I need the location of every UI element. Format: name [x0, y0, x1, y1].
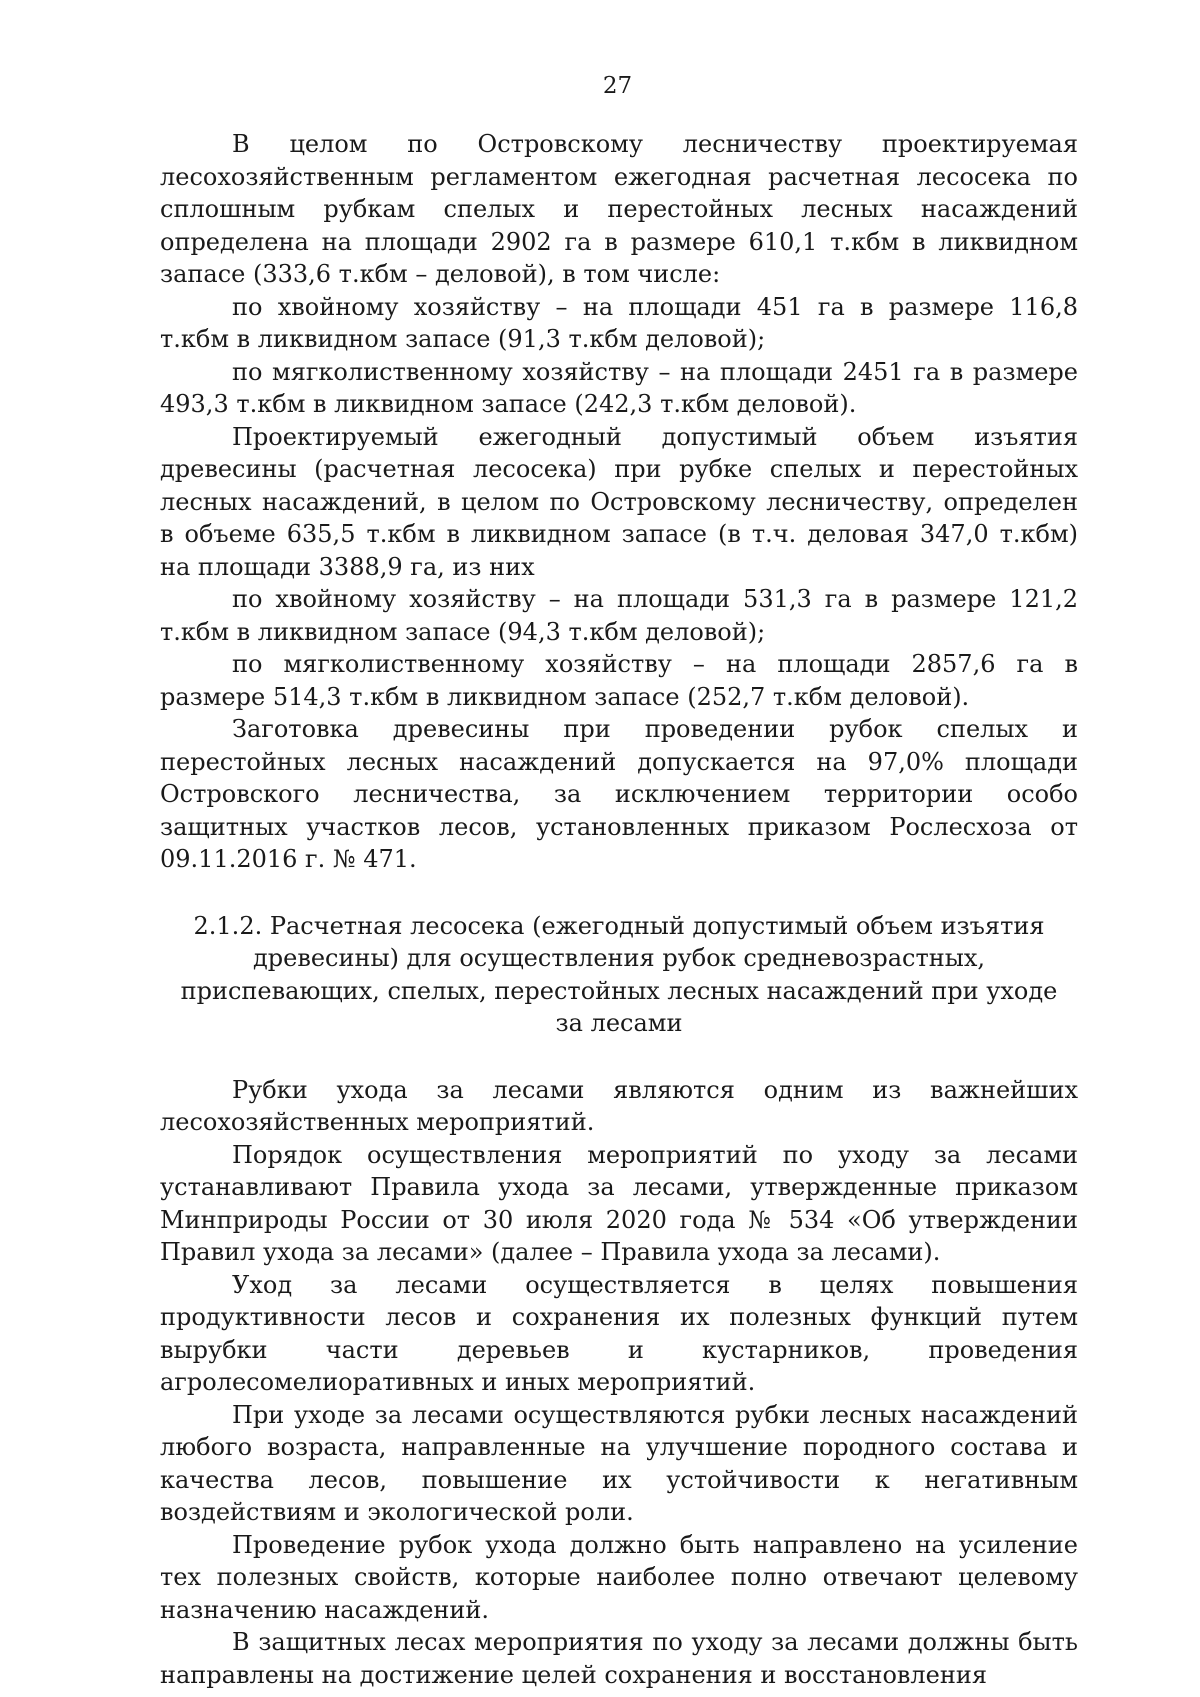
page-number: 27 [602, 73, 633, 99]
section-heading: 2.1.2. Расчетная лесосека (ежегодный допустимый объем изъятия древесины) для осуществления рубок средневозрастных, приспевающих, спелых, перестойных лесных насаждений при уходе за лесами [180, 911, 1058, 1037]
paragraph: В целом по Островскому лесничеству проектируемая лесохозяйственным регламентом ежегодная расчетная лесосека по сплошным рубкам спелых и перестойных лесных насаждений определена на площади 2902 га в размере 610,1 т.кбм в ликвидном запасе (333,6 т.кбм – деловой), в том числе: [160, 130, 1078, 288]
paragraph: Порядок осуществления мероприятий по уходу за лесами устанавливают Правила ухода за лесами, утвержденные приказом Минприроды России от 30 июля 2020 года № 534 «Об утверждении Правил ухода за лесами» (далее – Правила ухода за лесами). [160, 1140, 1078, 1266]
paragraph: При уходе за лесами осуществляются рубки лесных насаждений любого возраста, направленные на улучшение породного состава и качества лесов, повышение их устойчивости к негативным воздействиям и экологической роли. [160, 1400, 1078, 1526]
paragraph: Проведение рубок ухода должно быть направлено на усиление тех полезных свойств, которые наиболее полно отвечают целевому назначению насаждений. [160, 1530, 1078, 1624]
paragraph: по мягколиственному хозяйству – на площади 2451 га в размере 493,3 т.кбм в ликвидном запасе (242,3 т.кбм деловой). [160, 357, 1078, 418]
paragraph: Уход за лесами осуществляется в целях повышения продуктивности лесов и сохранения их полезных функций путем вырубки части деревьев и кустарников, проведения агролесомелиоративных и иных мероприятий. [160, 1270, 1078, 1396]
paragraph: по хвойному хозяйству – на площади 531,3 га в размере 121,2 т.кбм в ликвидном запасе (94,3 т.кбм деловой); [160, 585, 1078, 646]
document-body [160, 128, 1078, 1691]
paragraph: Заготовка древесины при проведении рубок спелых и перестойных лесных насаждений допускается на 97,0% площади Островского лесничества, за исключением территории особо защитных участков лесов, установленных приказом Рослесхоза от 09.11.2016 г. № 471. [160, 715, 1078, 873]
paragraph: Рубки ухода за лесами являются одним из важнейших лесохозяйственных мероприятий. [160, 1075, 1078, 1136]
paragraph: по мягколиственному хозяйству – на площади 2857,6 га в размере 514,3 т.кбм в ликвидном запасе (252,7 т.кбм деловой). [160, 650, 1078, 711]
paragraph: по хвойному хозяйству – на площади 451 га в размере 116,8 т.кбм в ликвидном запасе (91,3 т.кбм деловой); [160, 292, 1078, 353]
paragraph: В защитных лесах мероприятия по уходу за лесами должны быть направлены на достижение целей сохранения и восстановления [160, 1628, 1078, 1689]
paragraph: Проектируемый ежегодный допустимый объем изъятия древесины (расчетная лесосека) при рубке спелых и перестойных лесных насаждений, в целом по Островскому лесничеству, определен в объеме 635,5 т.кбм в ликвидном запасе (в т.ч. деловая 347,0 т.кбм) на площади 3388,9 га, из них [160, 422, 1078, 581]
